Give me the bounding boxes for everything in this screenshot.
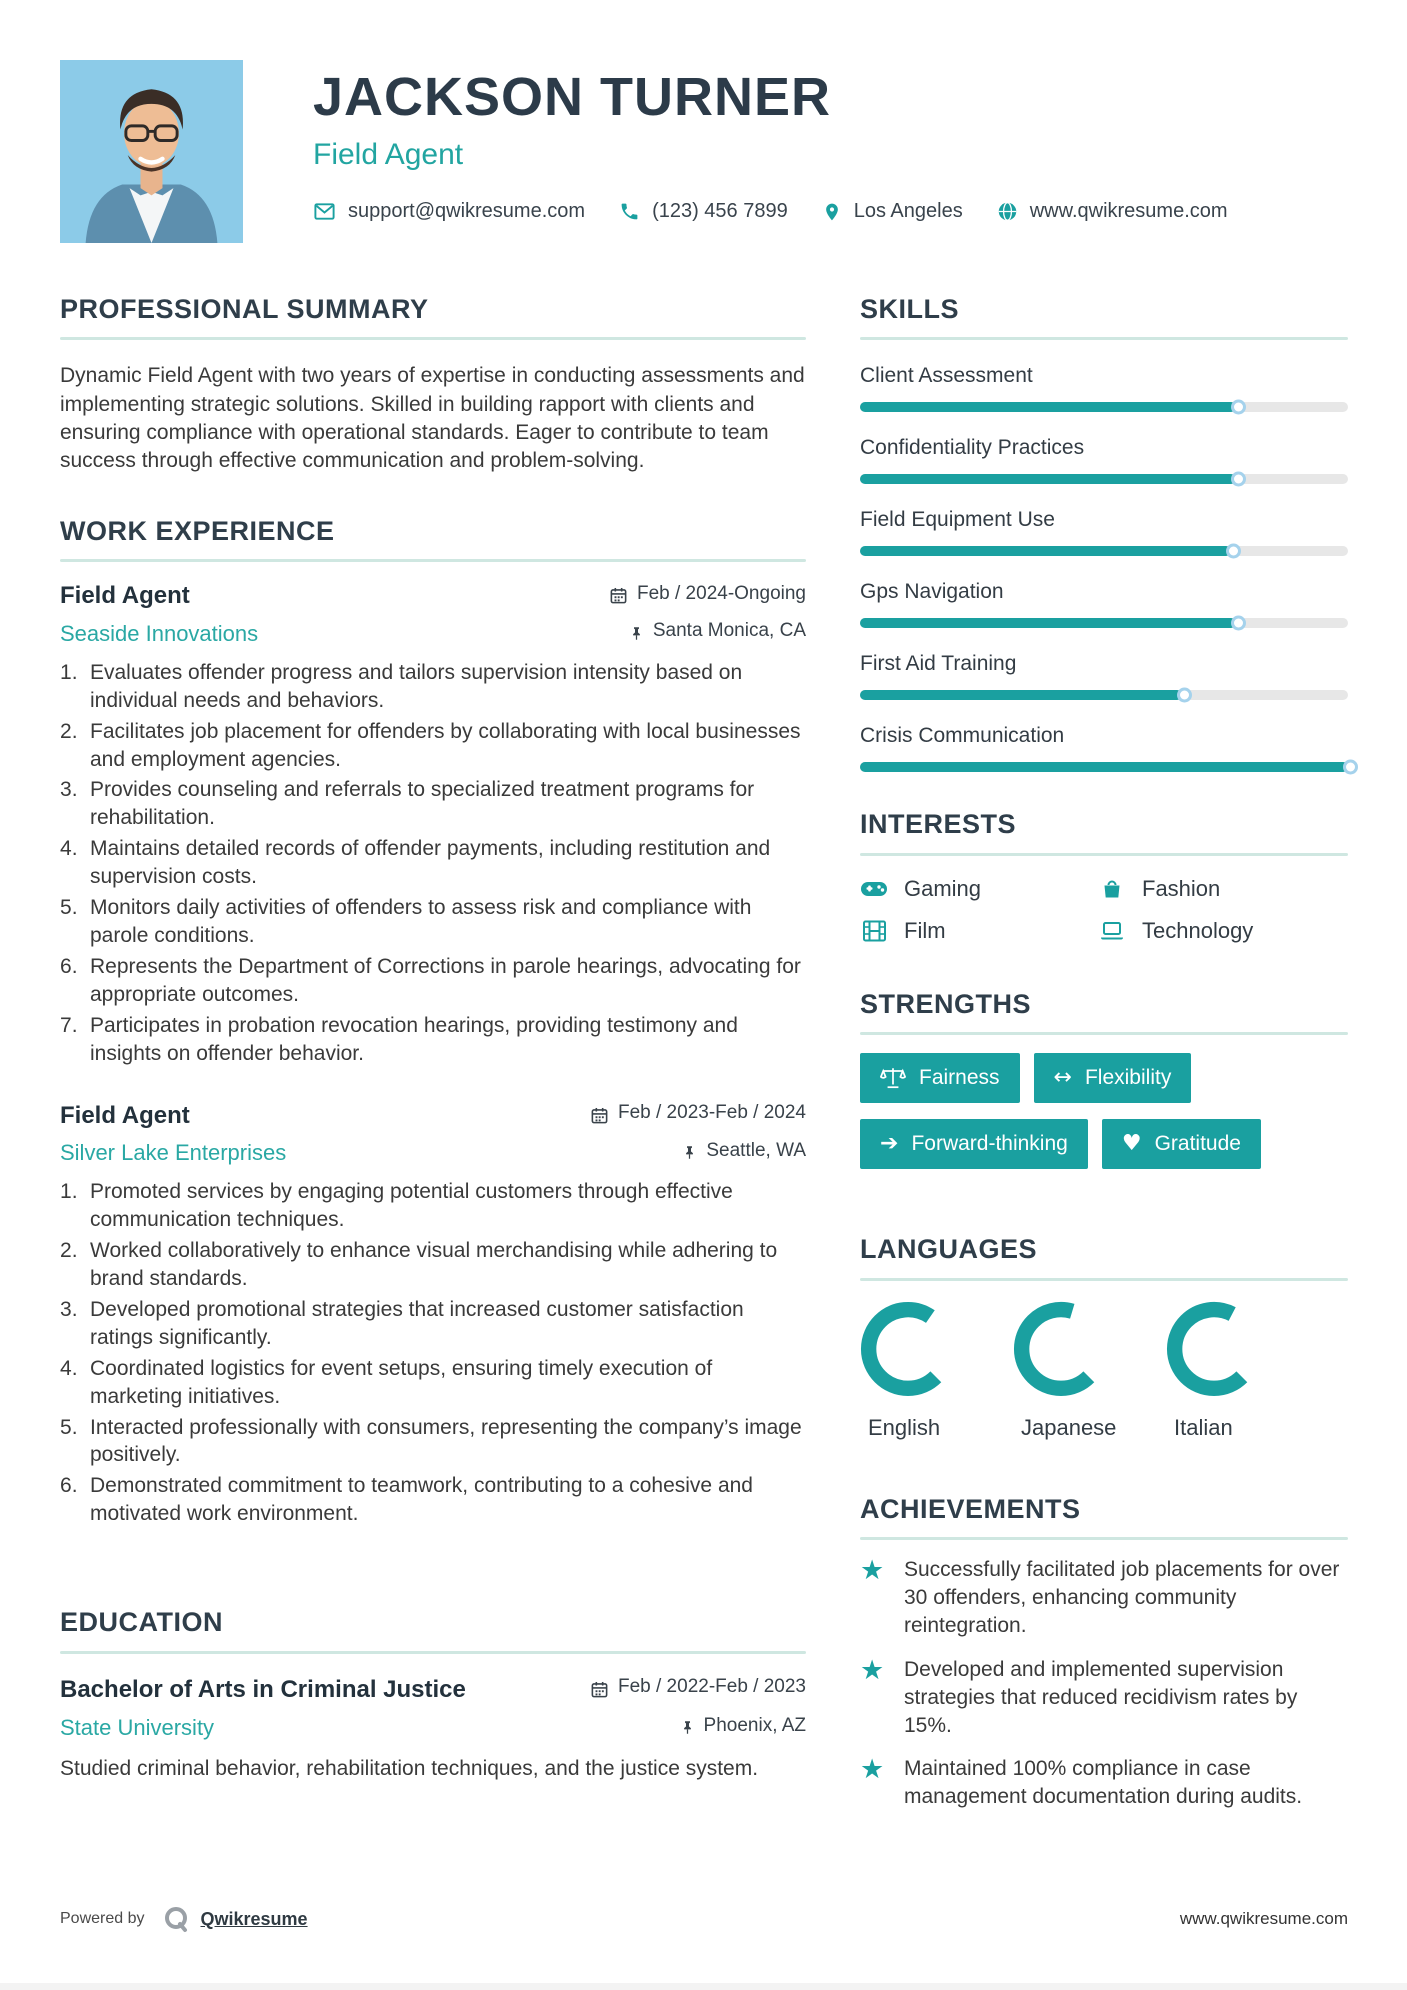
calendar-icon: [590, 1680, 609, 1699]
slider-knob[interactable]: [1226, 544, 1241, 559]
section-divider: [860, 1278, 1348, 1281]
scales-icon: [880, 1066, 906, 1090]
job-bullet: Interacted professionally with consumers, representing the company’s image positively.: [90, 1415, 802, 1467]
shooting-star-icon: ★: [860, 1754, 885, 1786]
map-pin-icon: [822, 201, 842, 223]
interest-label: Film: [904, 917, 946, 943]
languages-section: [860, 1233, 1348, 1440]
envelope-icon: [313, 200, 336, 223]
footer-website[interactable]: www.qwikresume.com: [1179, 1909, 1348, 1928]
contact-location-text: Los Angeles: [853, 200, 963, 222]
strengths-section: [860, 988, 1348, 1185]
job-title: Field Agent: [60, 1101, 190, 1129]
job-date-text: Feb / 2023-Feb / 2024: [617, 1102, 806, 1124]
section-divider: [860, 1032, 1348, 1035]
strength-label: Gratitude: [1154, 1132, 1241, 1156]
job-bullet: Maintains detailed records of offender payments, including restitution and supervision costs.: [90, 837, 771, 889]
achievement-text: Maintained 100% compliance in case management documentation during audits.: [904, 1757, 1303, 1809]
pushpin-icon: [629, 624, 644, 643]
right-arrow-icon: ➔: [880, 1131, 899, 1157]
interest-label: Gaming: [904, 875, 982, 901]
job-date: [590, 1102, 806, 1124]
skill-label: Field Equipment Use: [860, 508, 1055, 532]
strength-label: Forward-thinking: [911, 1132, 1068, 1156]
strength-chip: [1034, 1053, 1192, 1103]
education-location: [680, 1715, 806, 1737]
qwikresume-logo-icon: [161, 1904, 191, 1934]
achievement-text: Developed and implemented supervision strategies that reduced recidivism rates by 15%.: [904, 1657, 1298, 1737]
contact-website-text: www.qwikresume.com: [1029, 200, 1228, 222]
laptop-icon: [1098, 920, 1126, 942]
skill-fill: [860, 762, 1348, 772]
job-date-text: Feb / 2024-Ongoing: [636, 582, 806, 604]
job-bullets: [60, 1178, 806, 1528]
skill-row: [860, 508, 1348, 556]
job-bullet: Evaluates offender progress and tailors supervision intensity based on individual needs and behaviors.: [90, 660, 743, 712]
education-heading: EDUCATION: [60, 1607, 223, 1638]
skill-label: Confidentiality Practices: [860, 436, 1085, 460]
work-experience-section: [60, 515, 806, 1528]
job-title: Field Agent: [60, 582, 190, 610]
page-bottom-strip: [0, 1983, 1407, 1990]
shooting-star-icon: ★: [860, 1554, 885, 1586]
job-company: Silver Lake Enterprises: [60, 1140, 287, 1166]
work-heading: WORK EXPERIENCE: [60, 515, 335, 546]
shooting-star-icon: ★: [860, 1654, 885, 1686]
left-right-arrow-icon: ↔: [1053, 1065, 1072, 1091]
job-bullet: Monitors daily activities of offenders to assess risk and compliance with parole conditions.: [90, 896, 752, 948]
qwikresume-brand-link[interactable]: Qwikresume: [200, 1908, 308, 1929]
slider-knob[interactable]: [1343, 760, 1358, 775]
skill-row: [860, 436, 1348, 484]
interests-heading: INTERESTS: [860, 809, 1017, 840]
skill-row: [860, 724, 1348, 772]
film-icon: [860, 920, 888, 942]
language-item: [1013, 1301, 1166, 1441]
job-bullet: Promoted services by engaging potential customers through effective communication techniques.: [90, 1180, 733, 1232]
language-item: [860, 1301, 1013, 1441]
footer: [60, 1904, 1348, 1934]
skill-row: [860, 364, 1348, 412]
skill-slider[interactable]: [860, 546, 1348, 556]
job-entry: [60, 1102, 806, 1529]
achievement-text: Successfully facilitated job placements for over 30 offenders, enhancing community reintegration.: [904, 1557, 1340, 1637]
heart-icon: ♥: [1121, 1131, 1142, 1157]
slider-knob[interactable]: [1177, 688, 1192, 703]
section-divider: [860, 337, 1348, 340]
left-column: [60, 293, 806, 1811]
interest-label: Fashion: [1142, 875, 1221, 901]
job-bullet: Developed promotional strategies that increased customer satisfaction ratings significantly.: [90, 1297, 744, 1349]
achievements-section: [860, 1493, 1348, 1812]
candidate-title: Field Agent: [313, 138, 464, 171]
summary-text: Dynamic Field Agent with two years of expertise in conducting assessments and implementing strategic solutions. Skilled in building rapport with clients and ensuring compliance with operational standards. Eager to contribute to team success through effective communication and problem-solving.: [60, 364, 805, 472]
achievement-item: [860, 1656, 1348, 1740]
gamepad-icon: [860, 879, 888, 899]
skill-slider[interactable]: [860, 690, 1348, 700]
section-divider: [860, 853, 1348, 856]
interest-label: Technology: [1142, 917, 1254, 943]
job-bullet: Represents the Department of Corrections in parole hearings, advocating for appropriate outcomes.: [90, 955, 801, 1006]
slider-knob[interactable]: [1231, 616, 1246, 631]
right-column: [860, 293, 1348, 1811]
profile-photo: [60, 60, 243, 243]
phone-icon: [619, 201, 640, 222]
education-date-text: Feb / 2022-Feb / 2023: [617, 1676, 806, 1698]
skill-label: Gps Navigation: [860, 580, 1004, 604]
interest-item: [860, 918, 1098, 944]
contact-row: [313, 200, 1262, 223]
contact-phone-text: (123) 456 7899: [652, 200, 788, 222]
section-divider: [60, 337, 806, 340]
skill-slider[interactable]: [860, 618, 1348, 628]
calendar-icon: [609, 586, 628, 605]
job-bullet: Demonstrated commitment to teamwork, contributing to a cohesive and motivated work environment.: [90, 1474, 753, 1526]
job-bullet: Coordinated logistics for event setups, ensuring timely execution of marketing initiatives.: [90, 1356, 713, 1408]
education-degree: Bachelor of Arts in Criminal Justice: [60, 1675, 466, 1703]
education-entry: [60, 1674, 806, 1784]
strength-chip: [860, 1053, 1020, 1103]
strength-label: Flexibility: [1084, 1066, 1172, 1090]
skill-label: Crisis Communication: [860, 724, 1065, 748]
skills-section: [860, 293, 1348, 772]
shopping-bag-icon: [1098, 877, 1126, 901]
pushpin-icon: [680, 1718, 695, 1737]
skill-row: [860, 580, 1348, 628]
section-divider: [60, 559, 806, 562]
strength-label: Fairness: [919, 1066, 1000, 1090]
powered-by-label: Powered by: [60, 1910, 145, 1927]
skill-slider[interactable]: [860, 474, 1348, 484]
strengths-heading: STRENGTHS: [860, 988, 1032, 1019]
interests-section: [860, 808, 1348, 943]
globe-icon: [997, 201, 1018, 222]
languages-heading: LANGUAGES: [860, 1234, 1038, 1265]
contact-location: [822, 200, 963, 223]
language-item: [1166, 1301, 1319, 1441]
skills-heading: SKILLS: [860, 294, 960, 324]
education-section: [60, 1606, 806, 1783]
content-columns: [60, 293, 1348, 1811]
interest-item: [1098, 918, 1348, 944]
pushpin-icon: [682, 1143, 697, 1162]
strength-chip: [860, 1119, 1088, 1169]
contact-email[interactable]: [313, 200, 585, 223]
education-location-text: Phoenix, AZ: [703, 1714, 806, 1736]
calendar-icon: [590, 1106, 609, 1125]
language-progress-ring: [1013, 1301, 1109, 1397]
skill-fill: [860, 546, 1231, 556]
summary-heading: PROFESSIONAL SUMMARY: [60, 294, 429, 324]
job-location: [629, 620, 806, 642]
job-location: [682, 1140, 806, 1162]
job-location-text: Seattle, WA: [706, 1139, 806, 1161]
section-divider: [60, 1651, 806, 1654]
contact-phone: [619, 200, 788, 223]
skill-fill: [860, 402, 1236, 412]
job-date: [609, 583, 806, 605]
job-location-text: Santa Monica, CA: [652, 620, 806, 642]
job-company: Seaside Innovations: [60, 620, 259, 646]
language-progress-ring: [860, 1301, 956, 1397]
interest-item: [860, 876, 1098, 902]
header-identity: [313, 60, 1262, 223]
skill-slider[interactable]: [860, 762, 1348, 772]
achievements-heading: ACHIEVEMENTS: [860, 1493, 1081, 1524]
slider-knob[interactable]: [1231, 472, 1246, 487]
contact-website[interactable]: [997, 200, 1228, 223]
language-label: Italian: [1174, 1414, 1233, 1440]
slider-knob[interactable]: [1231, 400, 1246, 415]
job-bullet: Provides counseling and referrals to specialized treatment programs for rehabilitation.: [90, 778, 755, 830]
section-divider: [860, 1537, 1348, 1540]
language-label: English: [868, 1414, 941, 1440]
job-entry: [60, 582, 806, 1067]
strength-chip: [1102, 1119, 1261, 1169]
language-progress-ring: [1166, 1301, 1262, 1397]
contact-email-text: support@qwikresume.com: [348, 200, 586, 222]
education-school: State University: [60, 1715, 215, 1741]
job-bullet: Worked collaboratively to enhance visual merchandising while adhering to brand standards.: [90, 1239, 778, 1290]
skill-fill: [860, 474, 1236, 484]
achievement-item: [860, 1556, 1348, 1640]
summary-section: [60, 293, 806, 475]
skill-fill: [860, 690, 1182, 700]
achievement-item: [860, 1755, 1348, 1811]
skill-label: First Aid Training: [860, 652, 1017, 676]
skill-row: [860, 652, 1348, 700]
interest-item: [1098, 876, 1348, 902]
header: [60, 60, 1348, 243]
skill-slider[interactable]: [860, 402, 1348, 412]
education-date: [590, 1676, 806, 1698]
skill-fill: [860, 618, 1236, 628]
language-label: Japanese: [1021, 1414, 1117, 1440]
job-bullets: [60, 659, 806, 1068]
candidate-name: JACKSON TURNER: [313, 67, 832, 127]
job-bullet: Participates in probation revocation hearings, providing testimony and insights on offender behavior.: [90, 1013, 738, 1065]
skill-label: Client Assessment: [860, 364, 1033, 388]
education-description: Studied criminal behavior, rehabilitation techniques, and the justice system.: [60, 1757, 759, 1781]
job-bullet: Facilitates job placement for offenders by collaborating with local businesses and employment agencies.: [90, 719, 801, 771]
